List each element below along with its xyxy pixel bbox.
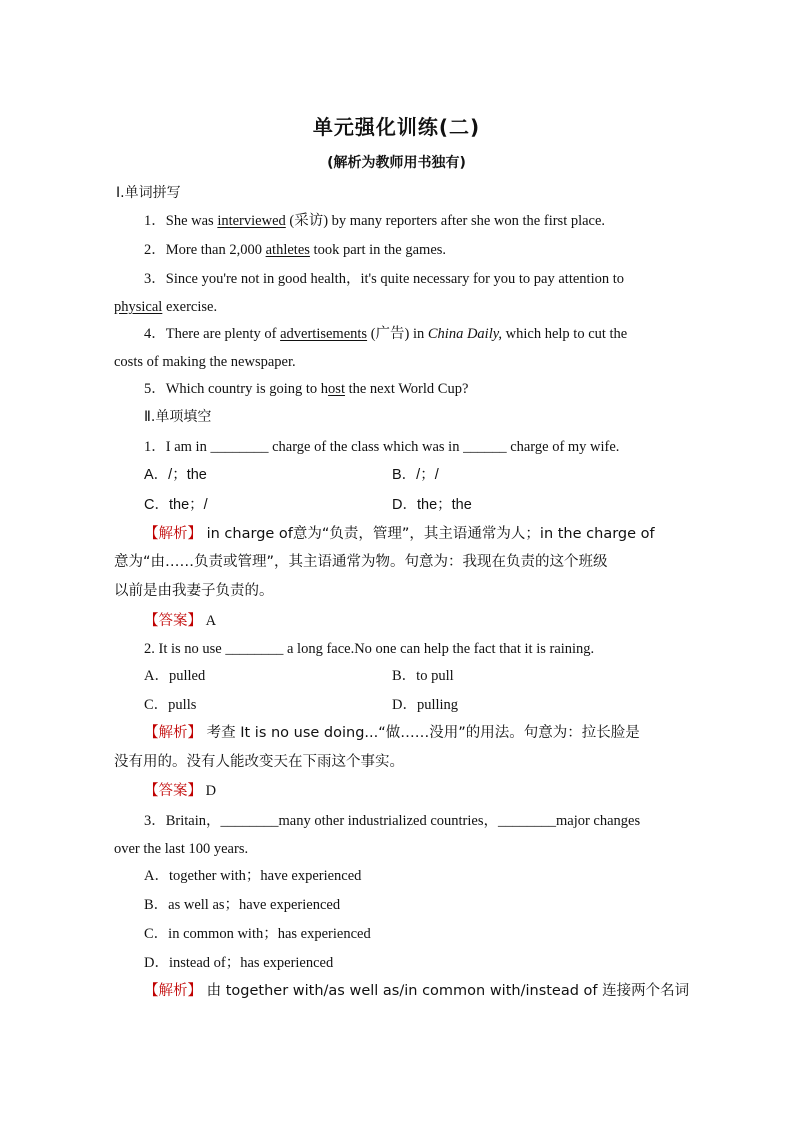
list-item-1 (144, 212, 605, 230)
newspaper-name: China Daily, (427, 326, 503, 342)
question-1-analysis-line-2: 意为“由……负责或管理”，其主语通常为物。句意为：我现在负责的这个班级 (114, 554, 608, 570)
section-heading-1: Ⅰ.单词拼写 (116, 185, 181, 201)
question-3-stem-line-1: 3．Britain，________many other industrialized countries，________major changes (144, 813, 641, 829)
section-heading-2: Ⅱ.单项填空 (144, 409, 212, 425)
analysis-text: 考查 It is no use doing...“做……没用”的用法。句意为：拉长脸是 (202, 725, 640, 741)
answer-label: 【答案】 (144, 613, 202, 629)
question-2-option-c: C．pulls (144, 697, 197, 713)
item-text: (采访) by many reporters after she won the first place. (285, 213, 606, 229)
question-2-stem: 2. It is no use ________ a long face.No one can help the fact that it is raining. (144, 641, 595, 657)
item-text: exercise. (162, 299, 218, 315)
question-1-analysis-line-1 (144, 525, 655, 543)
question-2-analysis-line-1 (144, 724, 640, 742)
item-text: the next World Cup? (344, 381, 469, 397)
answer-value: D (202, 783, 217, 799)
list-item-4-line-2: costs of making the newspaper. (114, 354, 296, 370)
question-3-analysis-line-1 (144, 982, 689, 1000)
answer-word: athletes (265, 242, 310, 258)
question-3-option-c: C．in common with；has experienced (144, 926, 371, 942)
question-2-option-b: B．to pull (392, 668, 454, 684)
answer-label: 【答案】 (144, 783, 202, 799)
analysis-label: 【解析】 (144, 983, 202, 999)
question-1-stem: 1．I am in ________ charge of the class which was in ______ charge of my wife. (144, 439, 620, 455)
list-item-3-line-1: 3．Since you're not in good health，it's quite necessary for you to pay attention to (144, 271, 625, 287)
answer-word: physical (114, 299, 163, 315)
question-1-option-a: A．/；the (144, 467, 207, 483)
question-3-option-d: D．instead of；has experienced (144, 955, 334, 971)
question-1-analysis-line-3: 以前是由我妻子负责的。 (114, 583, 274, 599)
answer-word: ost (328, 381, 345, 397)
question-1-option-c: C．the；/ (144, 497, 208, 513)
page-title: 单元强化训练(二) (312, 115, 481, 139)
question-3-stem-line-2: over the last 100 years. (114, 841, 249, 857)
question-1-option-b: B．/；/ (392, 467, 439, 483)
item-text: which help to cut the (502, 326, 628, 342)
question-1-option-d: D．the；the (392, 497, 472, 513)
list-item-2 (144, 241, 446, 259)
question-2-option-a: A．pulled (144, 668, 206, 684)
list-item-3-line-2 (114, 298, 217, 316)
answer-value: A (202, 613, 217, 629)
item-text: 5．Which country is going to h (144, 381, 329, 397)
page-subtitle: (解析为教师用书独有) (327, 155, 466, 171)
question-1-answer (144, 612, 216, 630)
answer-word: advertisements (280, 326, 368, 342)
item-text: 4．There are plenty of (144, 326, 281, 342)
item-text: 1．She was (144, 213, 218, 229)
analysis-text: in charge of意为“负责，管理”，其主语通常为人；in the charge of (202, 526, 655, 542)
analysis-label: 【解析】 (144, 526, 202, 542)
analysis-text: 由 together with/as well as/in common with/instead of 连接两个名词 (202, 983, 690, 999)
list-item-4-line-1 (144, 325, 627, 343)
item-text: took part in the games. (309, 242, 447, 258)
item-text: 2．More than 2,000 (144, 242, 266, 258)
question-3-option-a: A．together with；have experienced (144, 868, 362, 884)
answer-word: interviewed (217, 213, 286, 229)
question-2-option-d: D．pulling (392, 697, 459, 713)
analysis-label: 【解析】 (144, 725, 202, 741)
question-2-analysis-line-2: 没有用的。没有人能改变天在下雨这个事实。 (114, 754, 404, 770)
list-item-5 (144, 380, 468, 398)
item-text: (广告) in (367, 326, 428, 342)
question-2-answer (144, 782, 216, 800)
question-3-option-b: B．as well as；have experienced (144, 897, 341, 913)
